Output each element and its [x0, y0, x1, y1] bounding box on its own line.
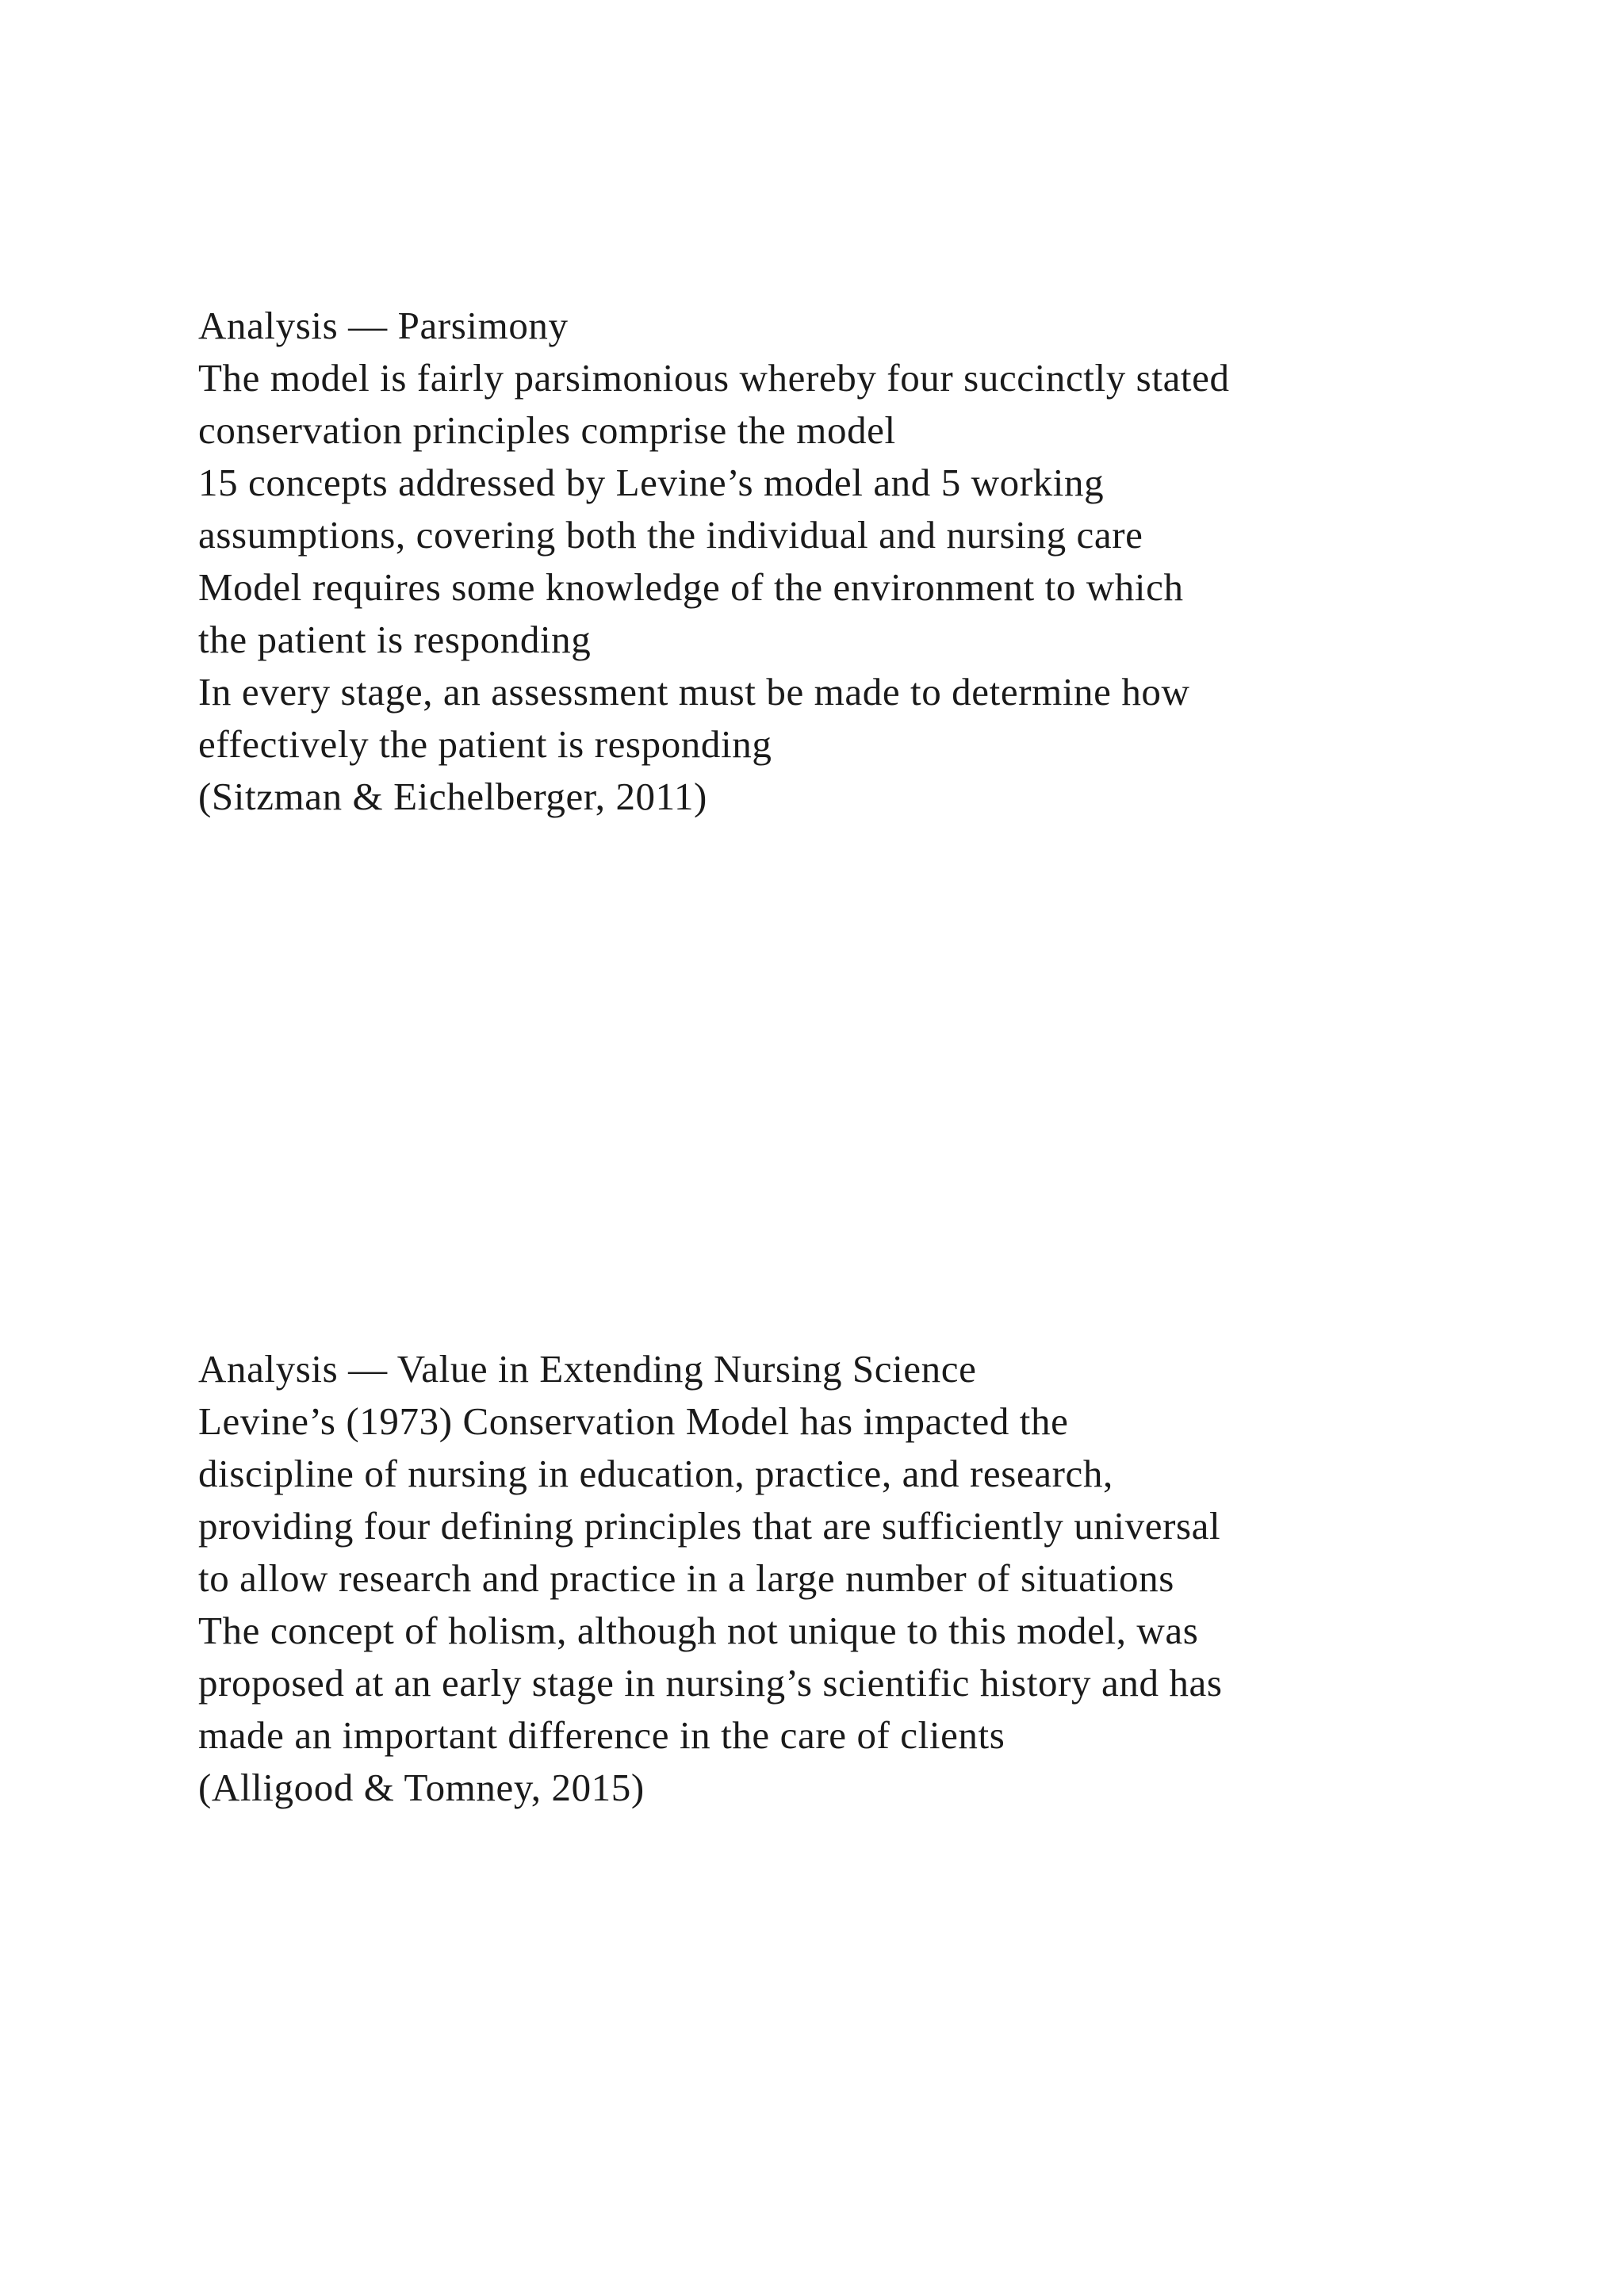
section-heading: Analysis — Parsimony [198, 304, 569, 347]
body-line: The model is fairly parsimonious whereby four succinctly stated [198, 356, 1230, 400]
body-line: discipline of nursing in education, practice, and research, [198, 1452, 1113, 1495]
citation: (Sitzman & Eichelberger, 2011) [198, 775, 707, 818]
citation: (Alligood & Tomney, 2015) [198, 1766, 645, 1809]
body-line: to allow research and practice in a large number of situations [198, 1556, 1174, 1600]
body-line: In every stage, an assessment must be made to determine how [198, 670, 1190, 714]
section-heading: Analysis — Value in Extending Nursing Science [198, 1347, 977, 1391]
body-line: 15 concepts addressed by Levine’s model and 5 working [198, 461, 1105, 504]
body-line: made an important difference in the care of clients [198, 1713, 1005, 1757]
body-line: Levine’s (1973) Conservation Model has impacted the [198, 1399, 1069, 1443]
body-line: the patient is responding [198, 618, 592, 661]
body-line: The concept of holism, although not unique to this model, was [198, 1609, 1199, 1652]
body-line: conservation principles comprise the model [198, 408, 896, 452]
section-value-in-extending-nursing-science [198, 1343, 1546, 1814]
body-line: effectively the patient is responding [198, 722, 772, 766]
body-line: assumptions, covering both the individual and nursing care [198, 513, 1143, 557]
body-line: providing four defining principles that are sufficiently universal [198, 1504, 1221, 1548]
body-line: Model requires some knowledge of the environment to which [198, 565, 1184, 609]
body-line: proposed at an early stage in nursing’s scientific history and has [198, 1661, 1223, 1705]
section-parsimony [198, 300, 1546, 823]
